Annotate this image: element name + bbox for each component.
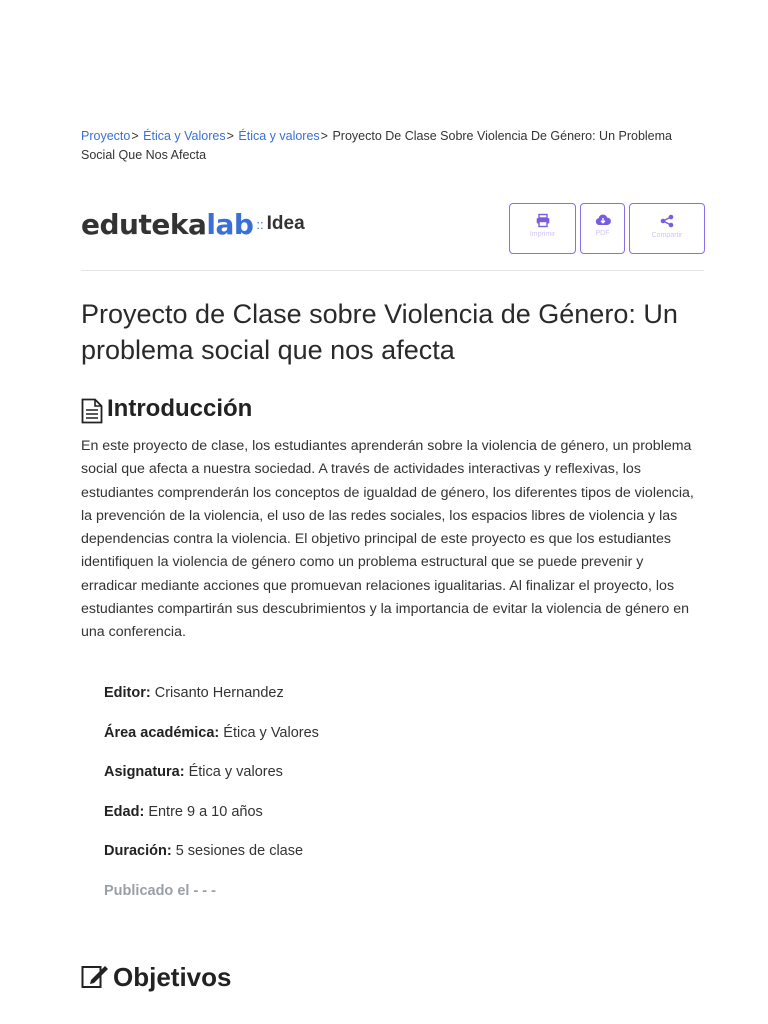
meta-value: Entre 9 a 10 años <box>148 803 263 820</box>
share-label: Compartir <box>651 232 683 239</box>
breadcrumb-separator: > <box>320 129 328 143</box>
breadcrumb-current: Proyecto De Clase Sobre Violencia De Género: Un Problema Social Que Nos Afecta <box>81 129 672 162</box>
share-button[interactable] <box>629 203 705 254</box>
logo-text-eduteka: eduteka <box>81 207 207 241</box>
objectives-heading <box>81 962 281 992</box>
print-button[interactable] <box>509 203 576 254</box>
meta-value: Ética y valores <box>188 764 283 781</box>
objectives-heading-text: Objetivos <box>113 962 232 992</box>
meta-value: - - - <box>193 882 216 899</box>
logo-text-idea: Idea <box>266 213 305 234</box>
project-metadata <box>104 685 319 923</box>
breadcrumb <box>81 127 701 165</box>
breadcrumb-link-subject[interactable]: Ética y valores <box>238 129 320 143</box>
document-icon <box>81 398 103 424</box>
meta-area <box>104 725 319 765</box>
intro-heading-text: Introducción <box>107 395 253 422</box>
meta-value: Crisanto Hernandez <box>154 685 284 701</box>
meta-label: Publicado el <box>104 882 190 899</box>
meta-subject <box>104 764 319 804</box>
action-buttons <box>509 203 705 254</box>
download-pdf-label: PDF <box>595 230 610 237</box>
header-divider <box>81 270 704 271</box>
edutekalab-logo[interactable] <box>81 206 305 242</box>
breadcrumb-separator: > <box>131 129 139 143</box>
edit-icon <box>81 962 109 990</box>
cloud-download-icon <box>595 214 611 226</box>
meta-label: Duración: <box>104 843 172 860</box>
meta-duration <box>104 843 319 883</box>
page-title: Proyecto de Clase sobre Violencia de Género: Un problema social que nos afecta <box>81 299 678 365</box>
meta-label: Edad: <box>104 803 145 820</box>
meta-label: Asignatura: <box>104 764 185 781</box>
logo-text-lab: lab <box>206 207 254 241</box>
meta-value: 5 sesiones de clase <box>175 843 304 860</box>
intro-heading <box>81 394 252 424</box>
logo-dots: :: <box>256 216 264 232</box>
meta-age <box>104 804 319 844</box>
meta-label: Editor: <box>104 685 151 701</box>
breadcrumb-separator: > <box>226 129 234 143</box>
print-label: Imprimir <box>529 231 556 238</box>
breadcrumb-link-area[interactable]: Ética y Valores <box>143 129 226 143</box>
intro-paragraph: En este proyecto de clase, los estudiantes aprenderán sobre la violencia de género, un problema social que afecta a nuestra sociedad. A través de actividades interactivas y reflexivas, los estudiantes comprenderán los conceptos de igualdad de género, los diferentes tipos de violencia, la prevención de la violencia, el uso de las redes sociales, los espacios libres de violencia y las dependencias contra la violencia. El objetivo principal de este proyecto es que los estudiantes identifiquen la violencia de género como un problema estructural que se puede prevenir y erradicar mediante acciones que promuevan relaciones igualitarias. Al finalizar el proyecto, los estudiantes compartirán sus descubrimientos y la importancia de evitar la violencia de género en una conferencia. <box>81 438 694 641</box>
download-pdf-button[interactable] <box>580 203 625 254</box>
meta-editor <box>104 685 319 725</box>
meta-published <box>104 883 319 923</box>
meta-label: Área académica: <box>104 724 220 741</box>
share-icon <box>660 214 674 228</box>
breadcrumb-link-proyecto[interactable]: Proyecto <box>81 129 131 143</box>
meta-value: Ética y Valores <box>223 724 319 741</box>
print-icon <box>536 214 550 227</box>
